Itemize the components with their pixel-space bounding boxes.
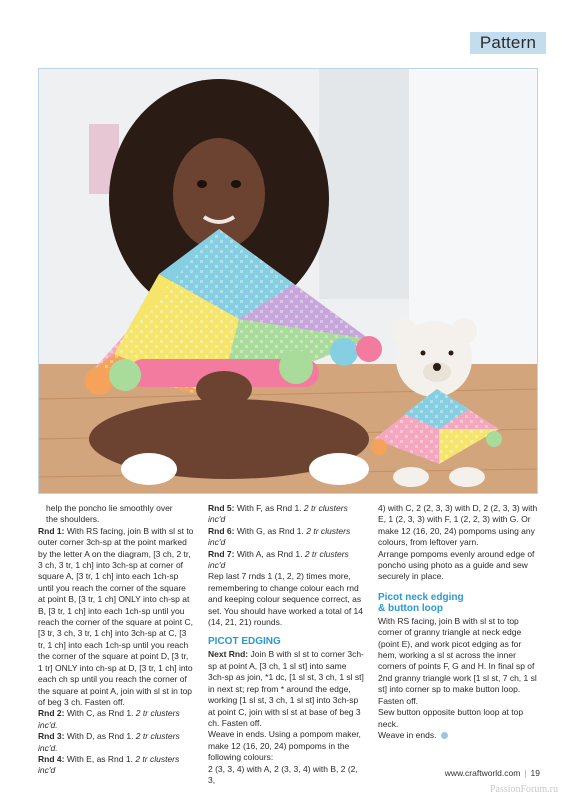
repeat-instructions: Rep last 7 rnds 1 (1, 2, 2) times more, remembering to change colour each rnd and keeping colour sequence correct, as set. You should have worked a total of 14 (14, 21, 21) rounds. <box>208 571 364 628</box>
pompom-colours-continued: 4) with C, 2 (2, 3, 3) with D, 2 (2, 3, 3) with E, 1 (2, 3, 3) with F, 1 (2, 2, 3) with G. Or make 12 (16, 20, 24) pompoms using any colours, from leftover yarn. <box>378 503 538 548</box>
pompom <box>356 336 382 362</box>
footer-separator: | <box>524 768 527 778</box>
neck-instructions: With RS facing, join B with sl st to top corner of granny triangle at neck edge (point E), and work picot edging as for hem, working a sl st across the inner corners of points F, G and H. In final sp of 2nd granny triangle work [1 sl st, 7 ch, 1 sl st] into corner sp to make button loop. Fasten off. <box>378 615 537 706</box>
text-column-1 <box>38 503 194 777</box>
weave-instructions: Weave in ends. <box>378 730 538 741</box>
round-4: Rnd 4: With E, as Rnd 1. 2 tr clusters inc'd <box>38 753 180 776</box>
section-tab-label: Pattern <box>479 33 537 52</box>
page-footer <box>445 768 540 778</box>
page-number: 19 <box>530 768 540 778</box>
text-column-2 <box>208 503 364 786</box>
round-7: Rnd 7: With A, as Rnd 1. 2 tr clusters inc'd <box>208 548 349 571</box>
picot-edging-heading: PICOT EDGING <box>208 636 281 648</box>
crochet-poncho-photo <box>39 69 538 494</box>
next-round: Next Rnd: Join B with sl st to corner 3ch-sp at point A, [3 ch, 1 sl st] into same 3ch-sp as join, *1 dc, [1 sl st, 3 ch, 1 sl st] in next st; rep from * around the edge, working [1 sl st, 3 ch, 1 sl st] into 3ch-sp at point C, join with sl st at base of beg 3 ch. Fasten off. <box>208 649 364 728</box>
text-column-3 <box>378 503 538 741</box>
pompom <box>85 367 113 395</box>
arrange-instructions: Arrange pompoms evenly around edge of poncho using photo as a guide and sew securely in place. <box>378 548 535 582</box>
pompom <box>279 350 313 384</box>
pompom-colours: 2 (3, 3, 4) with A, 2 (3, 3, 4) with B, 2 (2, 3, <box>208 763 358 785</box>
round-3: Rnd 3: With D, as Rnd 1. 2 tr clusters inc'd. <box>38 731 180 753</box>
round-5: Rnd 5: With F, as Rnd 1. 2 tr clusters inc'd <box>208 503 348 525</box>
watermark: PassionForum.ru <box>489 784 558 795</box>
neck-edging-heading: Picot neck edging & button loop <box>378 591 464 614</box>
section-tab <box>470 32 546 54</box>
sew-instructions: Sew button opposite button loop at top neck. <box>378 707 524 729</box>
pompom <box>109 359 141 391</box>
pompom-instructions: Weave in ends. Using a pompom maker, make 12 (16, 20, 24) pompoms in the following colours: <box>208 729 361 763</box>
round-1: Rnd 1: With RS facing, join B with sl st to outer corner 3ch-sp at the point marked by the letter A on the diagram, [3 ch, 2 tr, 3 ch, 3 tr, 1 ch] into 3ch-sp at corner of square A, [3 tr, 1 ch] into each 1ch-sp until you reach the corner of the square at point B, [3 tr, 1 ch] ONLY into ch-sp at B, [3 tr, 1 ch] into each 1ch-sp until you reach the corner of the square at point C, [3 tr, 3 ch, 3 tr, 1 ch] into 3ch-sp at C, [3 tr, 1 ch] into each 1ch-sp until you reach the corner of the square at point D, [3 tr, 1 tr] ONLY into ch-sp at D, [3 tr, 1 ch] into each ch sp until you reach the corner of the square at point A, join with sl st in top of beg 3 ch. Fasten off. <box>38 525 194 707</box>
round-2: Rnd 2: With C, as Rnd 1. 2 tr clusters inc'd. <box>38 708 180 730</box>
pompom <box>330 338 358 366</box>
end-mark-icon <box>441 732 448 739</box>
continued-text: help the poncho lie smoothly over the shoulders. <box>46 503 173 525</box>
poncho-photo <box>38 68 538 494</box>
curtain <box>319 69 409 299</box>
round-6: Rnd 6: With G, as Rnd 1. 2 tr clusters inc'd <box>208 525 351 548</box>
footer-website[interactable]: www.craftworld.com <box>444 768 521 778</box>
